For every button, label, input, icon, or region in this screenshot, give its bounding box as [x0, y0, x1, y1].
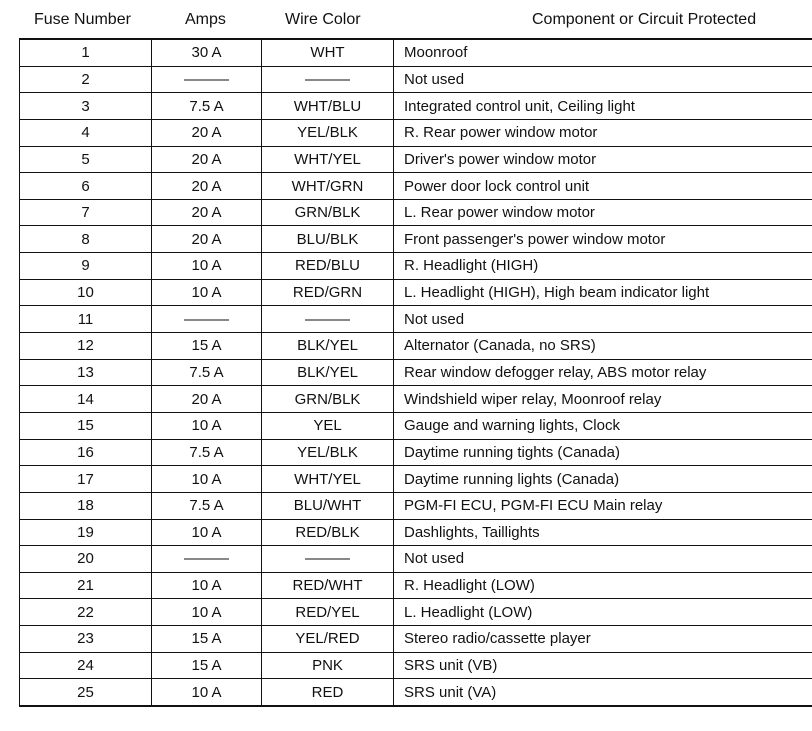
amps-cell: 10 A [152, 412, 262, 439]
amps-cell: 7.5 A [152, 492, 262, 519]
amps-cell: 20 A [152, 173, 262, 200]
fuse-number-cell: 18 [20, 492, 152, 519]
fuse-number-cell: 17 [20, 466, 152, 493]
wire-color-cell: WHT/BLU [262, 93, 394, 120]
component-cell: Driver's power window motor [394, 146, 812, 173]
wire-color-cell: WHT [262, 39, 394, 66]
component-cell: Gauge and warning lights, Clock [394, 412, 812, 439]
component-cell: Rear window defogger relay, ABS motor relay [394, 359, 812, 386]
component-cell: Windshield wiper relay, Moonroof relay [394, 386, 812, 413]
fuse-number-cell: 23 [20, 626, 152, 653]
component-cell: R. Headlight (HIGH) [394, 253, 812, 280]
wire-color-cell: BLU/BLK [262, 226, 394, 253]
component-cell: Not used [394, 306, 812, 333]
amps-cell: 20 A [152, 119, 262, 146]
wire-color-cell: PNK [262, 652, 394, 679]
table-row [20, 546, 812, 573]
table-row [20, 412, 812, 439]
fuse-number-cell: 11 [20, 306, 152, 333]
fuse-number-cell: 16 [20, 439, 152, 466]
fuse-number-cell: 9 [20, 253, 152, 280]
wire-color-cell: RED/WHT [262, 572, 394, 599]
fuse-number-cell: 22 [20, 599, 152, 626]
wire-color-cell: YEL/RED [262, 626, 394, 653]
fuse-number-cell: 10 [20, 279, 152, 306]
table-row [20, 279, 812, 306]
table-row [20, 599, 812, 626]
table-row [20, 253, 812, 280]
fuse-number-cell: 25 [20, 679, 152, 706]
component-cell: Stereo radio/cassette player [394, 626, 812, 653]
table-row [20, 333, 812, 360]
fuse-number-cell: 5 [20, 146, 152, 173]
fuse-number-cell: 20 [20, 546, 152, 573]
table-row [20, 66, 812, 93]
fuse-number-cell: 13 [20, 359, 152, 386]
table-row [20, 306, 812, 333]
fuse-number-cell: 14 [20, 386, 152, 413]
fuse-number-cell: 24 [20, 652, 152, 679]
amps-cell: 10 A [152, 599, 262, 626]
amps-cell: 10 A [152, 519, 262, 546]
wire-color-cell: WHT/GRN [262, 173, 394, 200]
amps-cell: 15 A [152, 333, 262, 360]
amps-cell: 7.5 A [152, 439, 262, 466]
component-cell: Integrated control unit, Ceiling light [394, 93, 812, 120]
table-row [20, 146, 812, 173]
table-row [20, 119, 812, 146]
wire-color-cell: RED/YEL [262, 599, 394, 626]
amps-cell: 10 A [152, 679, 262, 706]
amps-cell: 20 A [152, 386, 262, 413]
fuse-number-cell: 15 [20, 412, 152, 439]
table-row [20, 39, 812, 66]
table-row [20, 226, 812, 253]
amps-cell: 30 A [152, 39, 262, 66]
wire-color-cell: GRN/BLK [262, 199, 394, 226]
amps-cell: 7.5 A [152, 93, 262, 120]
component-cell: PGM-FI ECU, PGM-FI ECU Main relay [394, 492, 812, 519]
fuse-table [19, 38, 812, 707]
table-row [20, 173, 812, 200]
fuse-number-cell: 21 [20, 572, 152, 599]
fuse-number-cell: 7 [20, 199, 152, 226]
component-cell: Alternator (Canada, no SRS) [394, 333, 812, 360]
wire-color-cell: YEL/BLK [262, 439, 394, 466]
wire-color-cell: BLK/YEL [262, 359, 394, 386]
amps-cell: 10 A [152, 253, 262, 280]
table-row [20, 679, 812, 706]
component-cell: Power door lock control unit [394, 173, 812, 200]
component-cell: L. Rear power window motor [394, 199, 812, 226]
table-header [0, 0, 812, 38]
header-wire-color: Wire Color [285, 11, 361, 28]
header-component: Component or Circuit Protected [532, 11, 757, 28]
fuse-number-cell: 19 [20, 519, 152, 546]
table-row [20, 466, 812, 493]
component-cell: Dashlights, Taillights [394, 519, 812, 546]
wire-color-cell: RED/BLU [262, 253, 394, 280]
fuse-number-cell: 12 [20, 333, 152, 360]
amps-cell: 10 A [152, 279, 262, 306]
table-row [20, 652, 812, 679]
fuse-number-cell: 3 [20, 93, 152, 120]
table-row [20, 572, 812, 599]
fuse-table-body [20, 39, 812, 706]
wire-color-cell: RED [262, 679, 394, 706]
table-row [20, 626, 812, 653]
fuse-number-cell: 8 [20, 226, 152, 253]
wire-color-cell: BLU/WHT [262, 492, 394, 519]
table-row [20, 386, 812, 413]
component-cell: R. Headlight (LOW) [394, 572, 812, 599]
amps-cell: 20 A [152, 226, 262, 253]
component-cell: Front passenger's power window motor [394, 226, 812, 253]
wire-color-cell: YEL [262, 412, 394, 439]
amps-cell: 10 A [152, 466, 262, 493]
fuse-number-cell: 6 [20, 173, 152, 200]
wire-color-cell: RED/BLK [262, 519, 394, 546]
amps-cell: ——— [152, 306, 262, 333]
header-amps: Amps [185, 11, 226, 28]
component-cell: Daytime running lights (Canada) [394, 466, 812, 493]
table-row [20, 199, 812, 226]
wire-color-cell: YEL/BLK [262, 119, 394, 146]
amps-cell: 7.5 A [152, 359, 262, 386]
component-cell: Moonroof [394, 39, 812, 66]
component-cell: Not used [394, 546, 812, 573]
table-row [20, 492, 812, 519]
amps-cell: 20 A [152, 199, 262, 226]
wire-color-cell: GRN/BLK [262, 386, 394, 413]
table-row [20, 93, 812, 120]
component-cell: L. Headlight (LOW) [394, 599, 812, 626]
component-cell: L. Headlight (HIGH), High beam indicator light [394, 279, 812, 306]
wire-color-cell: RED/GRN [262, 279, 394, 306]
amps-cell: ——— [152, 546, 262, 573]
amps-cell: 20 A [152, 146, 262, 173]
wire-color-cell: ——— [262, 546, 394, 573]
table-row [20, 439, 812, 466]
header-fuse-number: Fuse Number [34, 11, 131, 28]
fuse-number-cell: 2 [20, 66, 152, 93]
wire-color-cell: BLK/YEL [262, 333, 394, 360]
amps-cell: ——— [152, 66, 262, 93]
fuse-number-cell: 4 [20, 119, 152, 146]
table-row [20, 359, 812, 386]
amps-cell: 10 A [152, 572, 262, 599]
amps-cell: 15 A [152, 626, 262, 653]
component-cell: Not used [394, 66, 812, 93]
wire-color-cell: ——— [262, 306, 394, 333]
component-cell: SRS unit (VB) [394, 652, 812, 679]
component-cell: Daytime running tights (Canada) [394, 439, 812, 466]
wire-color-cell: WHT/YEL [262, 146, 394, 173]
fuse-number-cell: 1 [20, 39, 152, 66]
wire-color-cell: WHT/YEL [262, 466, 394, 493]
amps-cell: 15 A [152, 652, 262, 679]
component-cell: R. Rear power window motor [394, 119, 812, 146]
component-cell: SRS unit (VA) [394, 679, 812, 706]
wire-color-cell: ——— [262, 66, 394, 93]
table-row [20, 519, 812, 546]
